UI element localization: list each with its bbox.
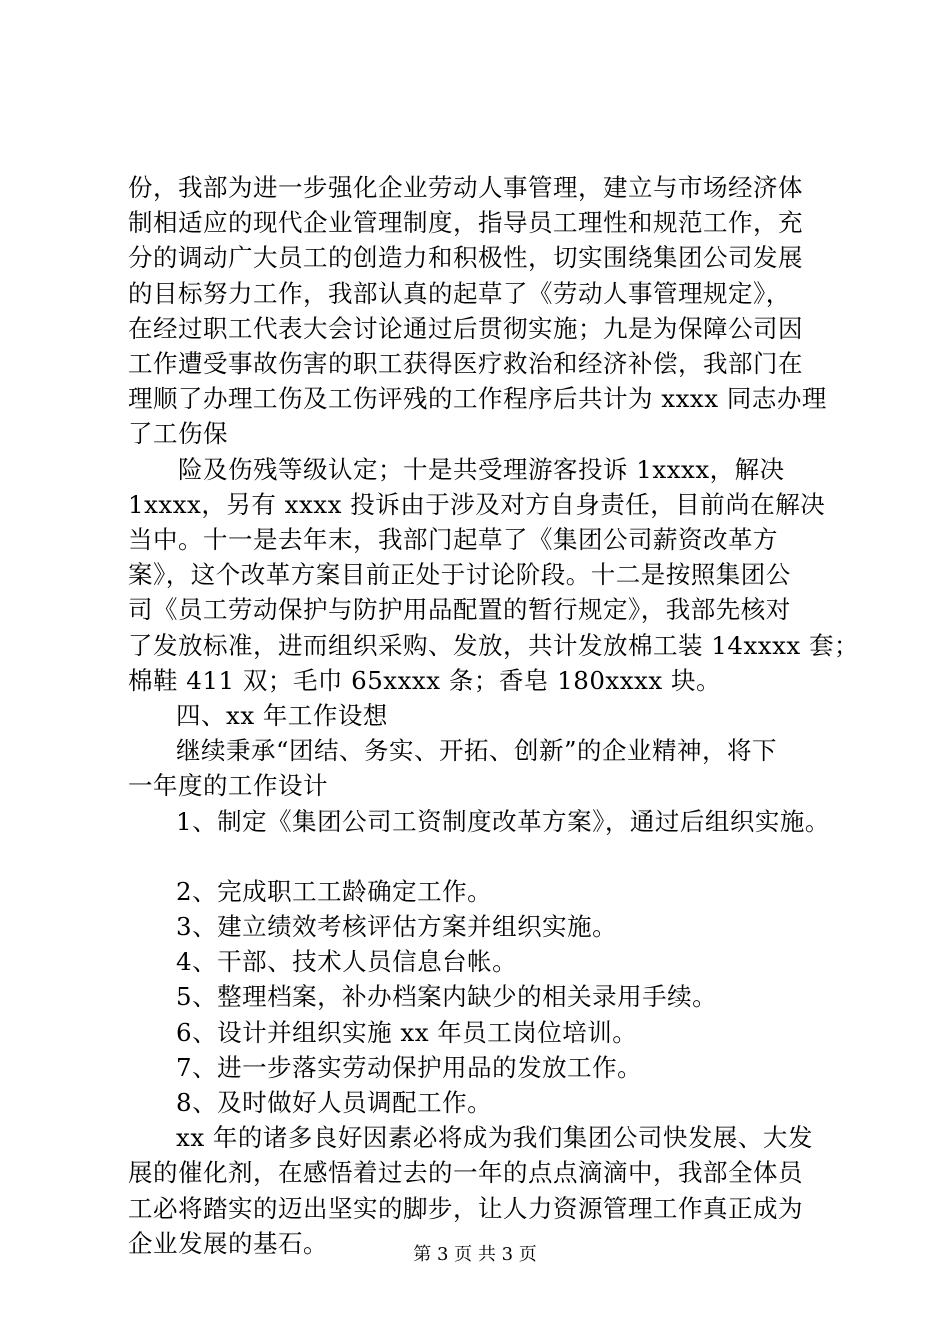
page-indicator: 第 3 页 共 3 页 xyxy=(413,1244,537,1265)
list-item: 3、建立绩效考核评估方案并组织实施。 xyxy=(176,912,618,942)
document-body xyxy=(128,170,860,1261)
list-item: 5、整理档案，补办档案内缺少的相关录用手续。 xyxy=(176,982,718,1012)
list-item: 2、完成职工工龄确定工作。 xyxy=(176,876,493,906)
paragraph-closing xyxy=(128,1120,828,1261)
list-item: 8、及时做好人员调配工作。 xyxy=(176,1088,493,1118)
list-item: 6、设计并组织实施 xx 年员工岗位培训。 xyxy=(176,1017,638,1047)
paragraph-labor-management xyxy=(128,170,828,452)
text-line: 展的催化剂，在感悟着过去的一年的点点滴滴中，我部全体员 xyxy=(128,1158,803,1188)
list-item: 4、干部、技术人员信息台帐。 xyxy=(176,947,518,977)
list-item: 1、制定《集团公司工资制度改革方案》，通过后组织实施。 xyxy=(176,806,830,836)
section-heading: 四、xx 年工作设想 xyxy=(176,701,388,731)
text-line: 当中。十一是去年末，我部门起草了《集团公司薪资改革方 xyxy=(128,525,778,555)
work-plan-list xyxy=(128,874,828,1120)
text-line: 的目标努力工作，我部认真的起草了《劳动人事管理规定》， xyxy=(128,278,791,308)
list-item: 7、进一步落实劳动保护用品的发放工作。 xyxy=(176,1052,643,1082)
text-line: 理顺了办理工伤及工伤评残的工作程序后共计为 xxxx 同志办理 xyxy=(128,384,827,414)
text-line: 继续秉承“团结、务实、开拓、创新”的企业精神，将下 xyxy=(176,736,778,766)
text-line: 了工伤保 xyxy=(128,419,228,449)
text-line: 案》，这个改革方案目前正处于讨论阶段。十二是按照集团公 xyxy=(128,560,791,590)
text-line: 一年度的工作设计 xyxy=(128,771,328,801)
text-line: 险及伤残等级认定；十是共受理游客投诉 1xxxx，解决 xyxy=(178,454,785,484)
page-footer xyxy=(0,1244,950,1266)
paragraph-intro xyxy=(128,733,828,803)
text-line: 在经过职工代表大会讨论通过后贯彻实施；九是为保障公司因 xyxy=(128,313,803,343)
text-line: 了发放标准，进而组织采购、发放，共计发放棉工装 14xxxx 套； xyxy=(128,630,860,660)
text-line: xx 年的诸多良好因素必将成为我们集团公司快发展、大发 xyxy=(176,1123,813,1153)
text-line: 棉鞋 411 双；毛巾 65xxxx 条；香皂 180xxxx 块。 xyxy=(128,665,721,695)
text-line: 制相适应的现代企业管理制度，指导员工理性和规范工作，充 xyxy=(128,208,803,238)
text-line: 份，我部为进一步强化企业劳动人事管理，建立与市场经济体 xyxy=(128,173,803,202)
text-line: 工作遭受事故伤害的职工获得医疗救治和经济补偿，我部门在 xyxy=(128,349,803,379)
text-line: 司《员工劳动保护与防护用品配置的暂行规定》，我部先核对 xyxy=(128,595,791,625)
text-line: 分的调动广大员工的创造力和积极性，切实围绕集团公司发展 xyxy=(128,243,803,273)
paragraph-insurance-complaints xyxy=(128,452,860,698)
text-line: 1xxxx，另有 xxxx 投诉由于涉及对方自身责任，目前尚在解决 xyxy=(128,489,826,519)
text-line: 企业发展的基石。 xyxy=(128,1228,328,1258)
text-line: 工必将踏实的迈出坚实的脚步，让人力资源管理工作真正成为 xyxy=(128,1193,803,1223)
